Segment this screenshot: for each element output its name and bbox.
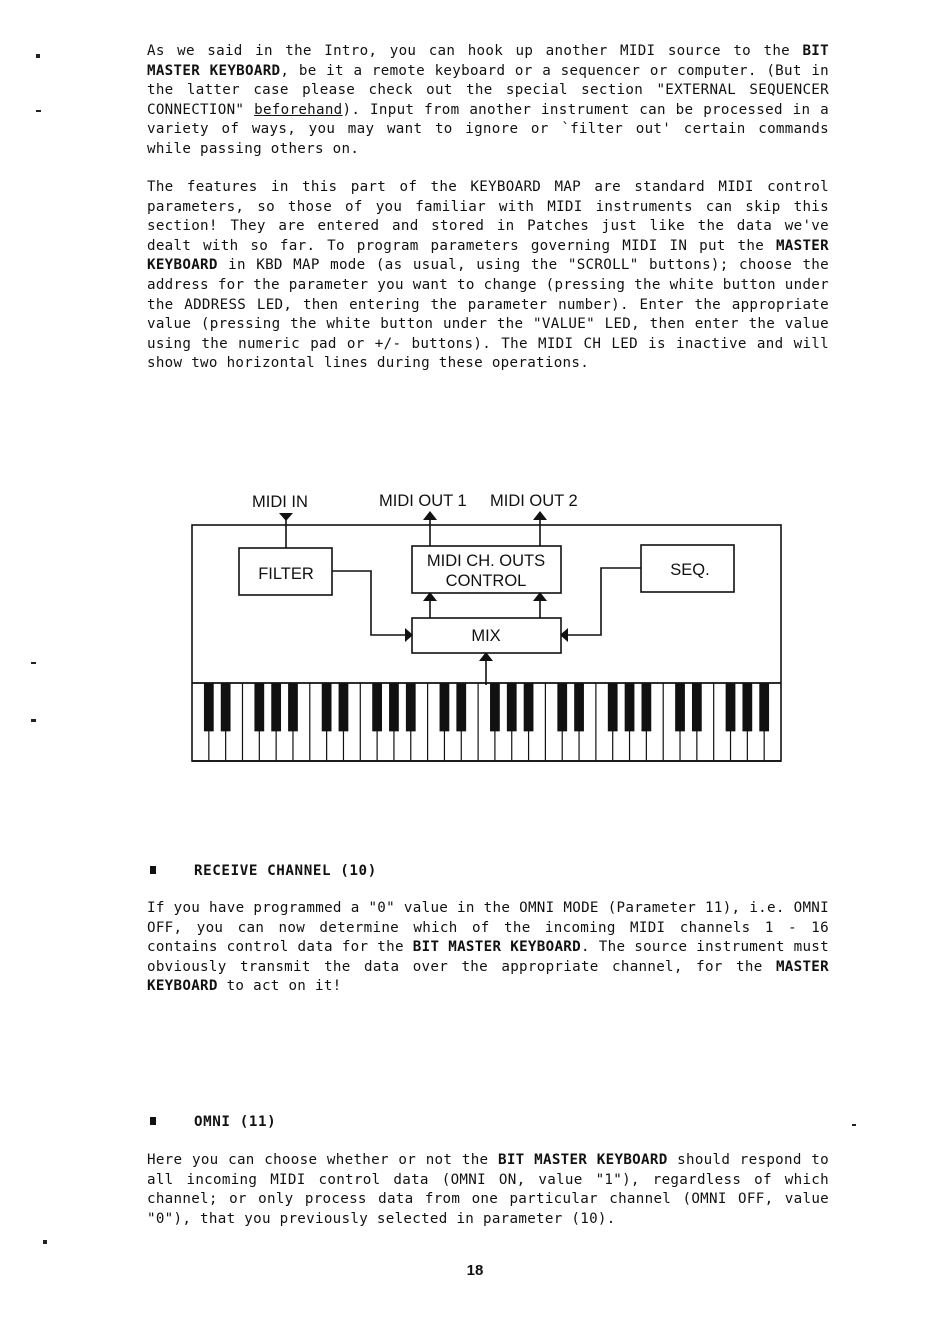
seq-label: SEQ. xyxy=(670,561,710,579)
black-key xyxy=(608,683,618,731)
text-segment: MASTER KEYBOARD xyxy=(147,958,829,995)
black-key xyxy=(557,683,567,731)
midi-out-2-label: MIDI OUT 2 xyxy=(490,492,578,510)
page-number: 18 xyxy=(466,1262,484,1279)
black-key xyxy=(406,683,416,731)
scan-speck xyxy=(31,719,36,722)
midi-outs-label: MIDI CH. OUTS xyxy=(426,552,546,570)
black-key xyxy=(641,683,651,731)
scan-speck xyxy=(36,110,41,112)
text-segment: BIT MASTER KEYBOARD xyxy=(147,43,829,79)
heading-omni-text: OMNI (11) xyxy=(194,1114,277,1130)
filter-label: FILTER xyxy=(258,565,314,583)
paragraph-receive xyxy=(147,899,829,997)
black-key xyxy=(490,683,500,731)
heading-omni xyxy=(150,1114,276,1130)
black-key xyxy=(254,683,264,731)
black-key xyxy=(675,683,685,731)
text-segment: should respond to all incoming MIDI control data (OMNI ON, value "1"), regardless of which channel; or only process data from one particular channel (OMNI OFF, value "0"), that you previously selected in parameter (10). xyxy=(147,1152,829,1227)
black-key xyxy=(339,683,349,731)
black-key xyxy=(742,683,752,731)
bullet-square-icon xyxy=(150,1117,156,1125)
paragraph-omni xyxy=(147,1151,829,1229)
text-segment: . The source instrument must obviously transmit the data over the appropriate channel, for the xyxy=(147,939,829,975)
scan-speck xyxy=(852,1124,856,1126)
midi-in-label: MIDI IN xyxy=(252,493,308,511)
bullet-square-icon xyxy=(150,866,156,874)
black-key xyxy=(440,683,450,731)
text-segment: MASTER KEYBOARD xyxy=(147,237,829,274)
text-segment: in KBD MAP mode (as usual, using the "SCROLL" buttons); choose the address for the parameter you want to change (pressing the white button under the ADDRESS LED, then entering the parameter number). Enter the appropriate value (pressing the white button under the "VALUE" LED, then enter the value using the numeric pad or +/- buttons). The MIDI CH LED is inactive and will show two horizontal lines during these operations. xyxy=(147,257,829,372)
text-segment: to act on it! xyxy=(217,978,342,995)
text-segment: If you have programmed a "0" value in the OMNI MODE (Parameter 11), i.e. OMNI OFF, you can now determine which of the incoming MIDI channels 1 - 16 contains control data for the xyxy=(147,900,829,956)
black-key xyxy=(759,683,769,731)
scan-speck xyxy=(43,1240,47,1244)
heading-receive-channel xyxy=(150,863,377,879)
scan-speck xyxy=(36,54,40,58)
black-key xyxy=(456,683,466,731)
black-key xyxy=(322,683,332,731)
black-key xyxy=(389,683,399,731)
black-key xyxy=(288,683,298,731)
scan-speck xyxy=(31,662,36,664)
text-segment: As we said in the Intro, you can hook up another MIDI source to the xyxy=(147,43,803,59)
black-key xyxy=(204,683,214,731)
black-key xyxy=(524,683,534,731)
piano-keys xyxy=(204,683,769,761)
text-segment: BIT MASTER KEYBOARD xyxy=(498,1152,668,1168)
heading-receive-text: RECEIVE CHANNEL (10) xyxy=(194,863,377,879)
mix-label: MIX xyxy=(471,627,501,645)
black-key xyxy=(507,683,517,731)
text-segment: , be it a remote keyboard or a sequencer or computer. (But in the latter case please check out the special section "EXTERNAL SEQUENCER CONNECTION" xyxy=(147,62,830,118)
black-key xyxy=(221,683,231,731)
text-segment: BIT MASTER KEYBOARD xyxy=(412,939,581,956)
text-segment: ). Input from another instrument can be processed in a variety of ways, you may want to ignore or `filter out' certain commands while passing others on. xyxy=(147,101,829,157)
black-key xyxy=(574,683,584,731)
midi-out-1-label: MIDI OUT 1 xyxy=(379,492,467,510)
black-key xyxy=(692,683,702,731)
black-key xyxy=(271,683,281,731)
black-key xyxy=(372,683,382,731)
black-key xyxy=(726,683,736,731)
control-label: CONTROL xyxy=(445,572,527,590)
text-segment: The features in this part of the KEYBOARD MAP are standard MIDI control parameters, so those of you familiar with MIDI instruments can skip this section! They are entered and stored in Patches just like the data we've dealt with so far. To program parameters governing MIDI IN put the xyxy=(147,179,829,254)
black-key xyxy=(625,683,635,731)
text-segment: Here you can choose whether or not the xyxy=(147,1152,498,1168)
text-segment: beforehand xyxy=(254,101,343,118)
